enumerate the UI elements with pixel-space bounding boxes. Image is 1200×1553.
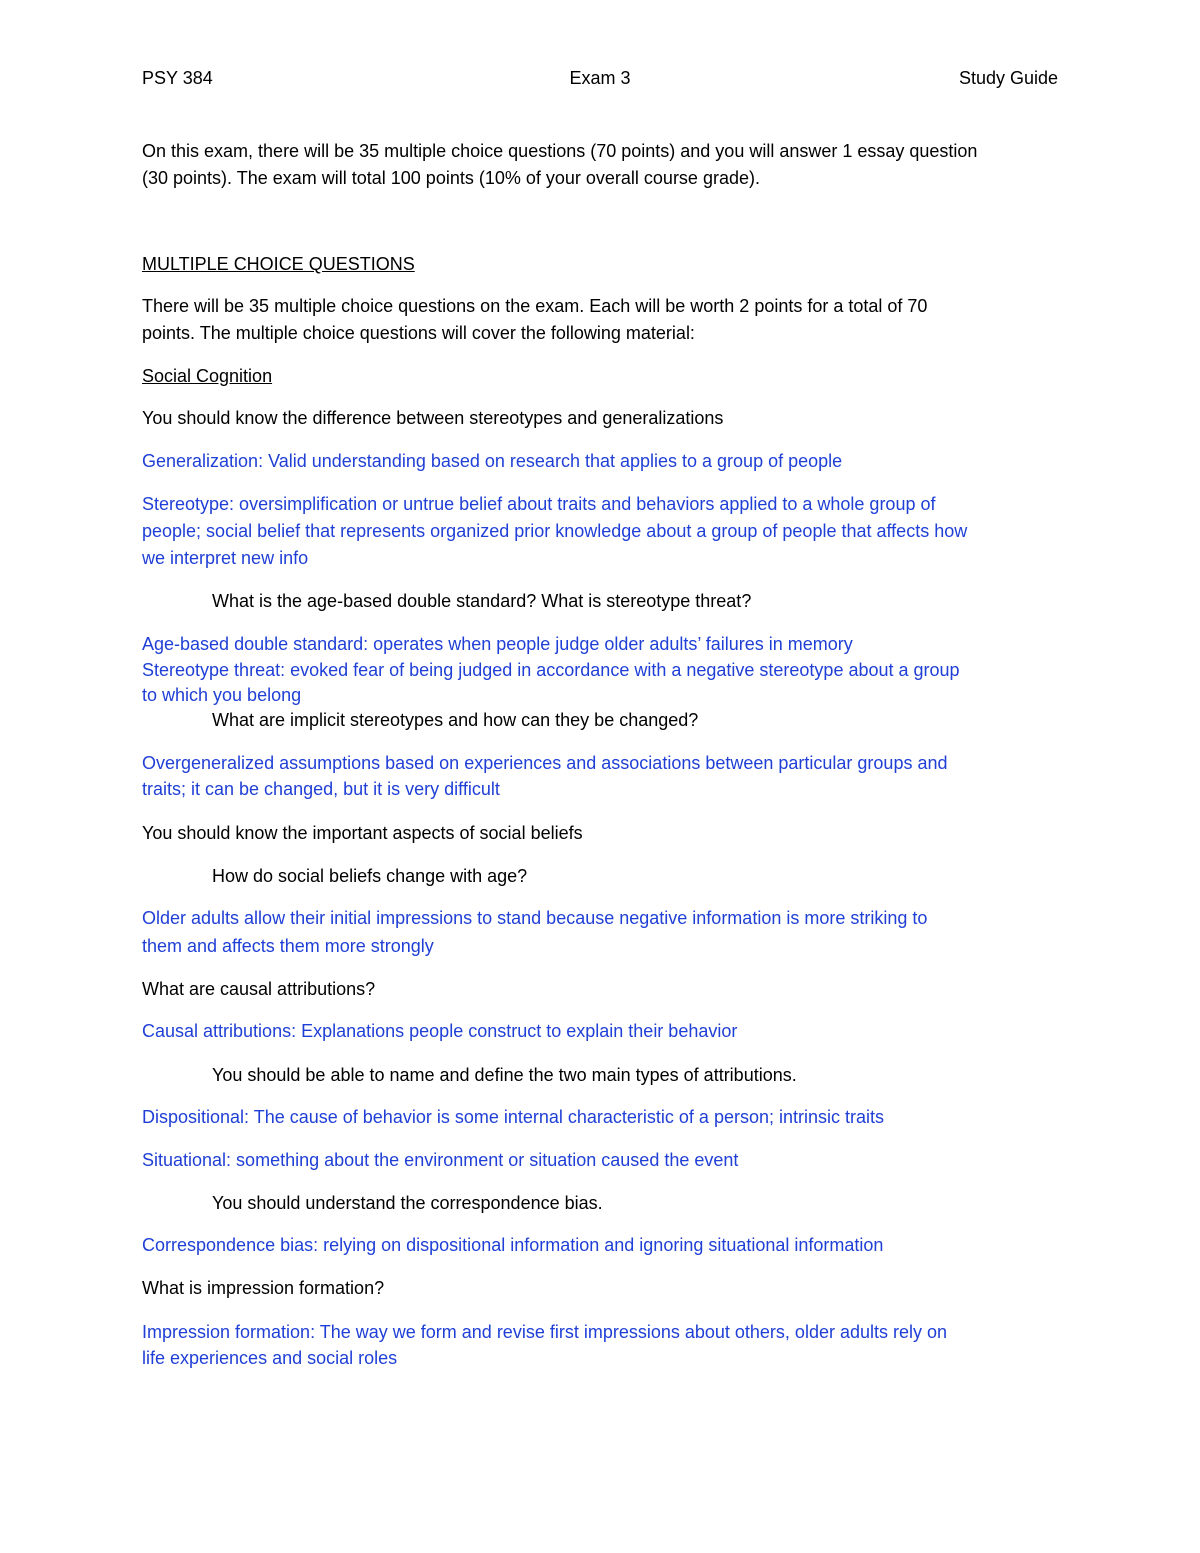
page-header [142,68,1058,94]
answer-impression-line-2: life experiences and social roles [142,1348,398,1368]
answer-double-standard-line-3: to which you belong [142,685,302,705]
header-exam: Exam 3 [569,68,631,88]
answer-implicit-line-2: traits; it can be changed, but it is very difficult [142,779,500,799]
question-stereotypes: You should know the difference between stereotypes and generalizations [142,408,724,428]
question-correspondence: You should understand the correspondence bias. [212,1193,603,1213]
section-title: MULTIPLE CHOICE QUESTIONS [142,254,415,274]
question-beliefs-age: How do social beliefs change with age? [212,866,528,886]
answer-implicit-line-1: Overgeneralized assumptions based on experiences and associations between particular groups and [142,753,948,773]
mc-intro-line-2: points. The multiple choice questions will cover the following material: [142,323,695,343]
answer-dispositional: Dispositional: The cause of behavior is some internal characteristic of a person; intrinsic traits [142,1107,885,1127]
intro-line-1: On this exam, there will be 35 multiple choice questions (70 points) and you will answer 1 essay question [142,141,978,161]
header-course: PSY 384 [142,68,213,88]
answer-generalization: Generalization: Valid understanding based on research that applies to a group of people [142,451,843,471]
question-causal: What are causal attributions? [142,979,376,999]
answer-double-standard-line-1: Age-based double standard: operates when people judge older adults’ failures in memory [142,634,853,654]
question-social-beliefs: You should know the important aspects of social beliefs [142,823,583,843]
question-impression: What is impression formation? [142,1278,385,1298]
answer-beliefs-age-line-2: them and affects them more strongly [142,936,434,956]
intro-line-2: (30 points). The exam will total 100 points (10% of your overall course grade). [142,168,760,188]
mc-intro-line-1: There will be 35 multiple choice questions on the exam. Each will be worth 2 points for a total of 70 [142,296,928,316]
answer-stereotype-line-1: Stereotype: oversimplification or untrue belief about traits and behaviors applied to a whole group of [142,494,936,514]
header-doc-type: Study Guide [958,68,1058,88]
question-two-types: You should be able to name and define the two main types of attributions. [212,1065,797,1085]
answer-stereotype-line-2: people; social belief that represents organized prior knowledge about a group of people that affects how [142,521,968,541]
answer-causal: Causal attributions: Explanations people construct to explain their behavior [142,1021,738,1041]
answer-double-standard-line-2: Stereotype threat: evoked fear of being judged in accordance with a negative stereotype about a group [142,660,960,680]
answer-stereotype-line-3: we interpret new info [142,548,309,568]
answer-impression-line-1: Impression formation: The way we form and revise first impressions about others, older adults rely on [142,1322,948,1342]
question-implicit: What are implicit stereotypes and how can they be changed? [212,710,699,730]
question-double-standard: What is the age-based double standard? What is stereotype threat? [212,591,752,611]
answer-situational: Situational: something about the environment or situation caused the event [142,1150,739,1170]
subsection-title: Social Cognition [142,366,273,386]
answer-correspondence: Correspondence bias: relying on dispositional information and ignoring situational information [142,1235,884,1255]
answer-beliefs-age-line-1: Older adults allow their initial impressions to stand because negative information is more striking to [142,908,928,928]
